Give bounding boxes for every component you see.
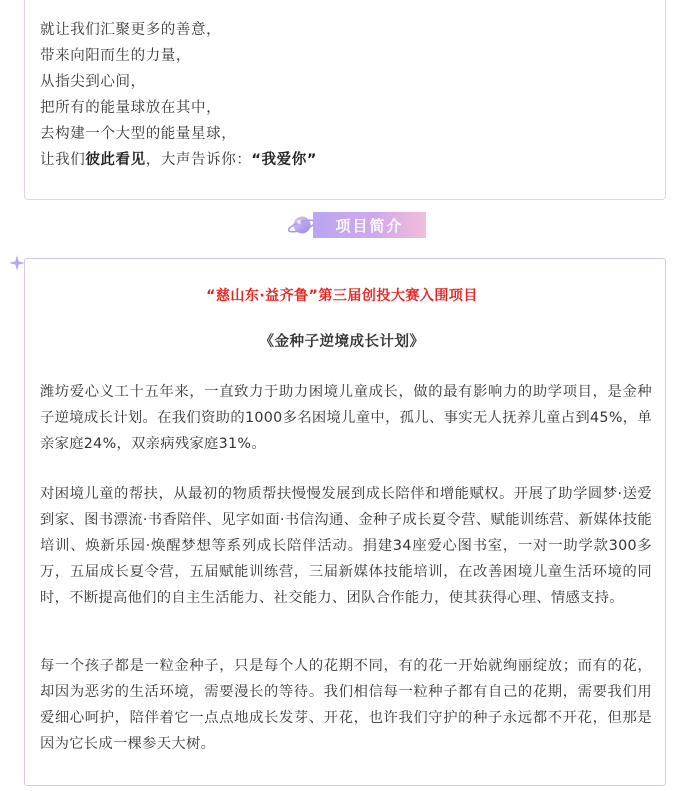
poem-last-middle: ，大声告诉你： [145, 152, 252, 168]
paragraph: 潍坊爱心义工十五年来，一直致力于助力困境儿童成长，做的最有影响力的助学项目，是金种子逆境成长计划。在我们资助的1000多名困境儿童中，孤儿、事实无人抚养儿童占到45%，单亲家庭24%，双亲病残家庭31%。 [40, 384, 652, 452]
poem-line-last [40, 147, 317, 173]
poem-lines [40, 17, 317, 173]
paragraph: 对困境儿童的帮扶，从最初的物质帮扶慢慢发展到成长陪伴和增能赋权。开展了助学圆梦·送爱到家、图书漂流·书香陪伴、见字如面·书信沟通、金种子成长夏令营、赋能训练营、新媒体技能培训、焕新乐园·焕醒梦想等系列成长陪伴活动。捐建34座爱心图书室，一对一助学款300多万，五届成长夏令营，五届赋能训练营，三届新媒体技能培训，在改善困境儿童生活环境的同时，不断提高他们的自主生活能力、社交能力、团队合作能力，使其获得心理、情感支持。 [40, 486, 652, 606]
project-subtitle: 《金种子逆境成长计划》 [259, 334, 425, 350]
section-header [287, 210, 427, 240]
poem-line: 把所有的能量球放在其中， [40, 100, 222, 116]
sparkle-icon [9, 255, 25, 271]
poem-line: 就让我们汇聚更多的善意， [40, 22, 222, 38]
poem-last-prefix: 让我们 [40, 152, 86, 168]
section-title: 项目简介 [313, 212, 426, 238]
paragraph: 每一个孩子都是一粒金种子，只是每个人的花期不同，有的花一开始就绚丽绽放；而有的花，却因为恶劣的生活环境，需要漫长的等待。我们相信每一粒种子都有自己的花期，需要我们用爱细心呵护，陪伴着它一点点地成长发芽、开花，也许我们守护的种子永远都不开花，但那是因为它长成一棵参天大树。 [40, 658, 652, 752]
project-title: “慈山东·益齐鲁”第三届创投大赛入围项目 [206, 288, 478, 304]
poem-line: 去构建一个大型的能量星球， [40, 126, 237, 142]
poem-line: 带来向阳而生的力量， [40, 48, 191, 64]
poem-last-bold-2: “我爱你” [251, 152, 317, 168]
poem-line: 从指尖到心间， [40, 74, 146, 90]
poem-last-bold-1: 彼此看见 [85, 152, 146, 168]
